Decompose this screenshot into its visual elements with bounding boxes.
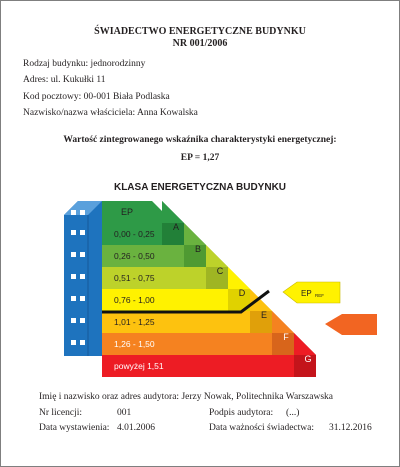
band-bevel-G: [294, 333, 316, 355]
band-range-label: 0,00 - 0,25: [114, 229, 155, 239]
certificate-title: ŚWIADECTWO ENERGETYCZNE BUDYNKU: [94, 26, 306, 37]
window: [80, 362, 85, 367]
band-letter-C: C: [216, 266, 224, 276]
issue-date-value: 4.01.2006: [117, 423, 155, 433]
building-type: Rodzaj budynku: jednorodzinny: [23, 59, 146, 69]
band-range-label: powyżej 1,51: [114, 361, 164, 371]
ep-indicator-label: Wartość zintegrowanego wskaźnika charakterystyki energetycznej:: [63, 135, 337, 145]
band-bevel-A: [162, 201, 184, 223]
license-label: Nr licencji:: [39, 408, 82, 418]
window: [80, 230, 85, 235]
issue-date-label: Data wystawienia:: [39, 423, 110, 433]
energy-class-title: KLASA ENERGETYCZNA BUDYNKU: [113, 182, 287, 193]
window: [71, 318, 76, 323]
band-range-label: 0,76 - 1,00: [114, 295, 155, 305]
window: [71, 230, 76, 235]
window: [80, 340, 85, 345]
building-owner: Nazwisko/nazwa właściciela: Anna Kowalska: [23, 108, 198, 118]
building-postal-code: Kod pocztowy: 00-001 Biała Podlaska: [23, 92, 170, 102]
window: [80, 274, 85, 279]
band-bevel-D: [228, 267, 250, 289]
band-range-label: 1,26 - 1,50: [114, 339, 155, 349]
band-letter-D: D: [238, 288, 246, 298]
band-letter-B: B: [194, 244, 202, 254]
ep-ref-subscript: REF: [315, 293, 324, 298]
ep-ref-label: EP: [301, 289, 312, 298]
band-letter-F: F: [283, 332, 289, 342]
band-letter-G: G: [304, 354, 312, 364]
window: [71, 274, 76, 279]
band-range-label: 1,01 - 1,25: [114, 317, 155, 327]
window: [80, 252, 85, 257]
window: [80, 318, 85, 323]
auditor-name: Imię i nazwisko oraz adres audytora: Jerzy Nowak, Politechnika Warszawska: [39, 392, 333, 402]
ep-indicator-value: EP = 1,27: [180, 153, 220, 163]
window: [71, 210, 76, 215]
signature-label: Podpis audytora:: [209, 408, 274, 418]
window: [71, 362, 76, 367]
validity-date-label: Data ważności świadectwa:: [209, 423, 314, 433]
band-letter-A: A: [172, 222, 180, 232]
license-value: 001: [117, 408, 132, 418]
window: [80, 296, 85, 301]
certificate-number: NR 001/2006: [172, 38, 228, 49]
window: [71, 252, 76, 257]
band-range-label: 0,51 - 0,75: [114, 273, 155, 283]
ep-header-label: EP: [120, 207, 134, 217]
window: [71, 296, 76, 301]
band-letter-E: E: [260, 310, 268, 320]
band-bevel-C: [206, 245, 228, 267]
window: [71, 340, 76, 345]
band-range-label: 0,26 - 0,50: [114, 251, 155, 261]
window: [80, 210, 85, 215]
signature-value: (...): [286, 408, 300, 418]
building-address: Adres: ul. Kukułki 11: [23, 75, 106, 85]
ep-value-arrow: [325, 314, 377, 335]
band-bevel-F: [272, 311, 294, 333]
validity-date-value: 31.12.2016: [329, 423, 372, 433]
band-bevel-B: [184, 223, 206, 245]
